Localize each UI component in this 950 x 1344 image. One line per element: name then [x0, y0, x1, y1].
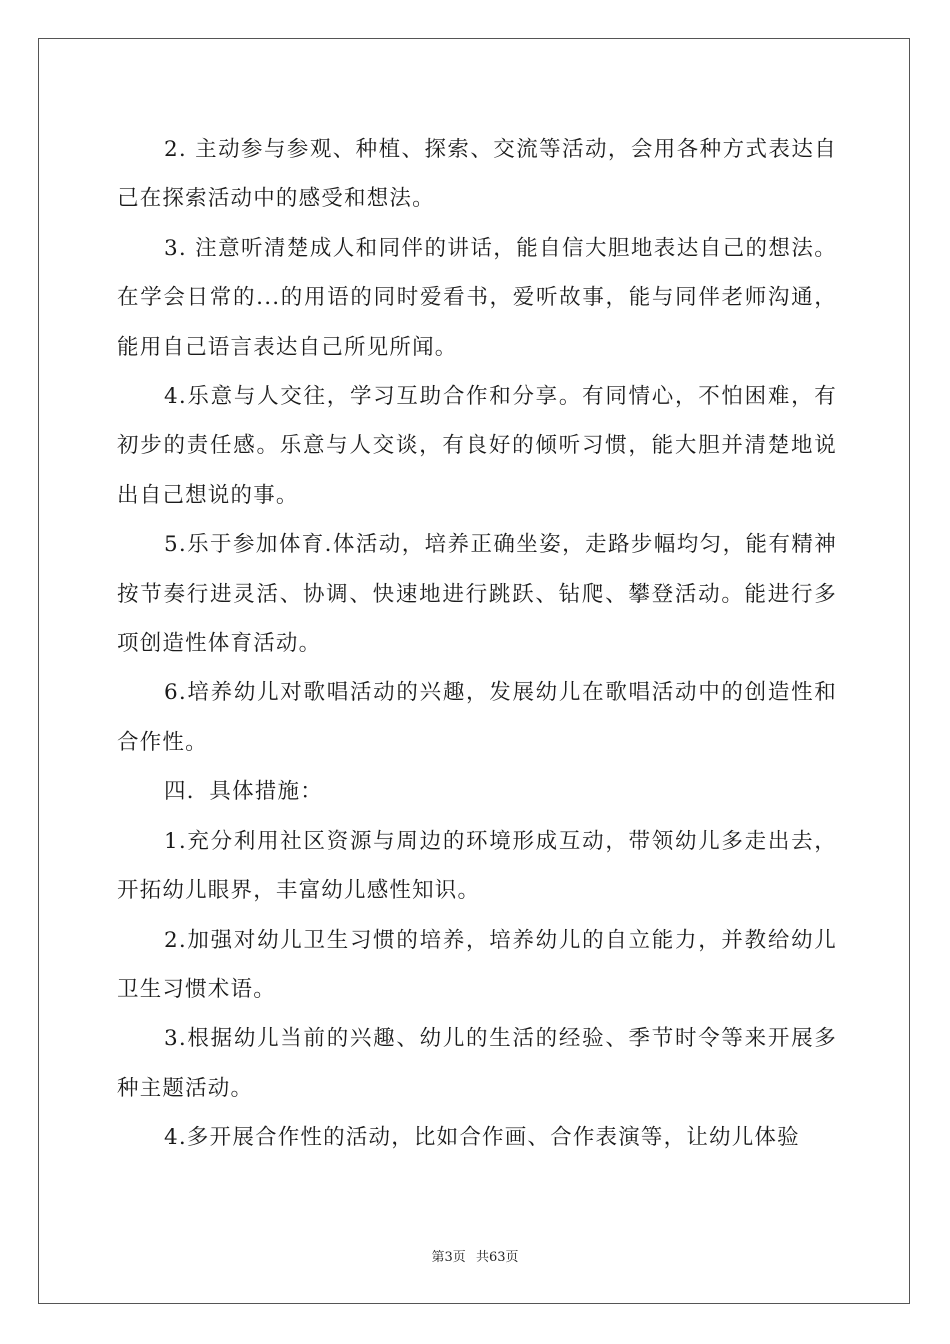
paragraph: 6.培养幼儿对歌唱活动的兴趣，发展幼儿在歌唱活动中的创造性和合作性。: [117, 680, 837, 755]
paragraph: 4.多开展合作性的活动，比如合作画、合作表演等，让幼儿体验: [164, 1125, 800, 1151]
section-heading: 四．具体措施：: [164, 779, 323, 805]
paragraph: 1.充分利用社区资源与周边的环境形成互动，带领幼儿多走出去，开拓幼儿眼界，丰富幼儿感性知识。: [117, 828, 837, 904]
page-total: 共63页: [475, 1250, 519, 1265]
page-number: 第3页: [431, 1250, 466, 1265]
paragraph: 2.加强对幼儿卫生习惯的培养，培养幼儿的自立能力，并教给幼儿卫生习惯术语。: [117, 927, 837, 1002]
paragraph: 5.乐于参加体育.体活动，培养正确坐姿，走路步幅均匀，能有精神按节奏行进灵活、协调、快速地进行跳跃、钻爬、攀登活动。能进行多项创造性体育活动。: [117, 532, 837, 657]
paragraph: 3. 注意听清楚成人和同伴的讲话，能自信大胆地表达自己的想法。在学会日常的...的用语的同时爱看书，爱听故事，能与同伴老师沟通，能用自己语言表达自己所见所闻。: [117, 235, 837, 360]
paragraph: 2. 主动参与参观、种植、探索、交流等活动，会用各种方式表达自己在探索活动中的感受和想法。: [117, 137, 837, 212]
paragraph: 4.乐意与人交往，学习互助合作和分享。有同情心，不怕困难，有初步的责任感。乐意与人交谈，有良好的倾听习惯，能大胆并清楚地说出自己想说的事。: [117, 384, 837, 508]
document-body: [117, 125, 837, 1163]
page-footer: [0, 1246, 950, 1265]
paragraph: 3.根据幼儿当前的兴趣、幼儿的生活的经验、季节时令等来开展多种主题活动。: [117, 1026, 837, 1101]
